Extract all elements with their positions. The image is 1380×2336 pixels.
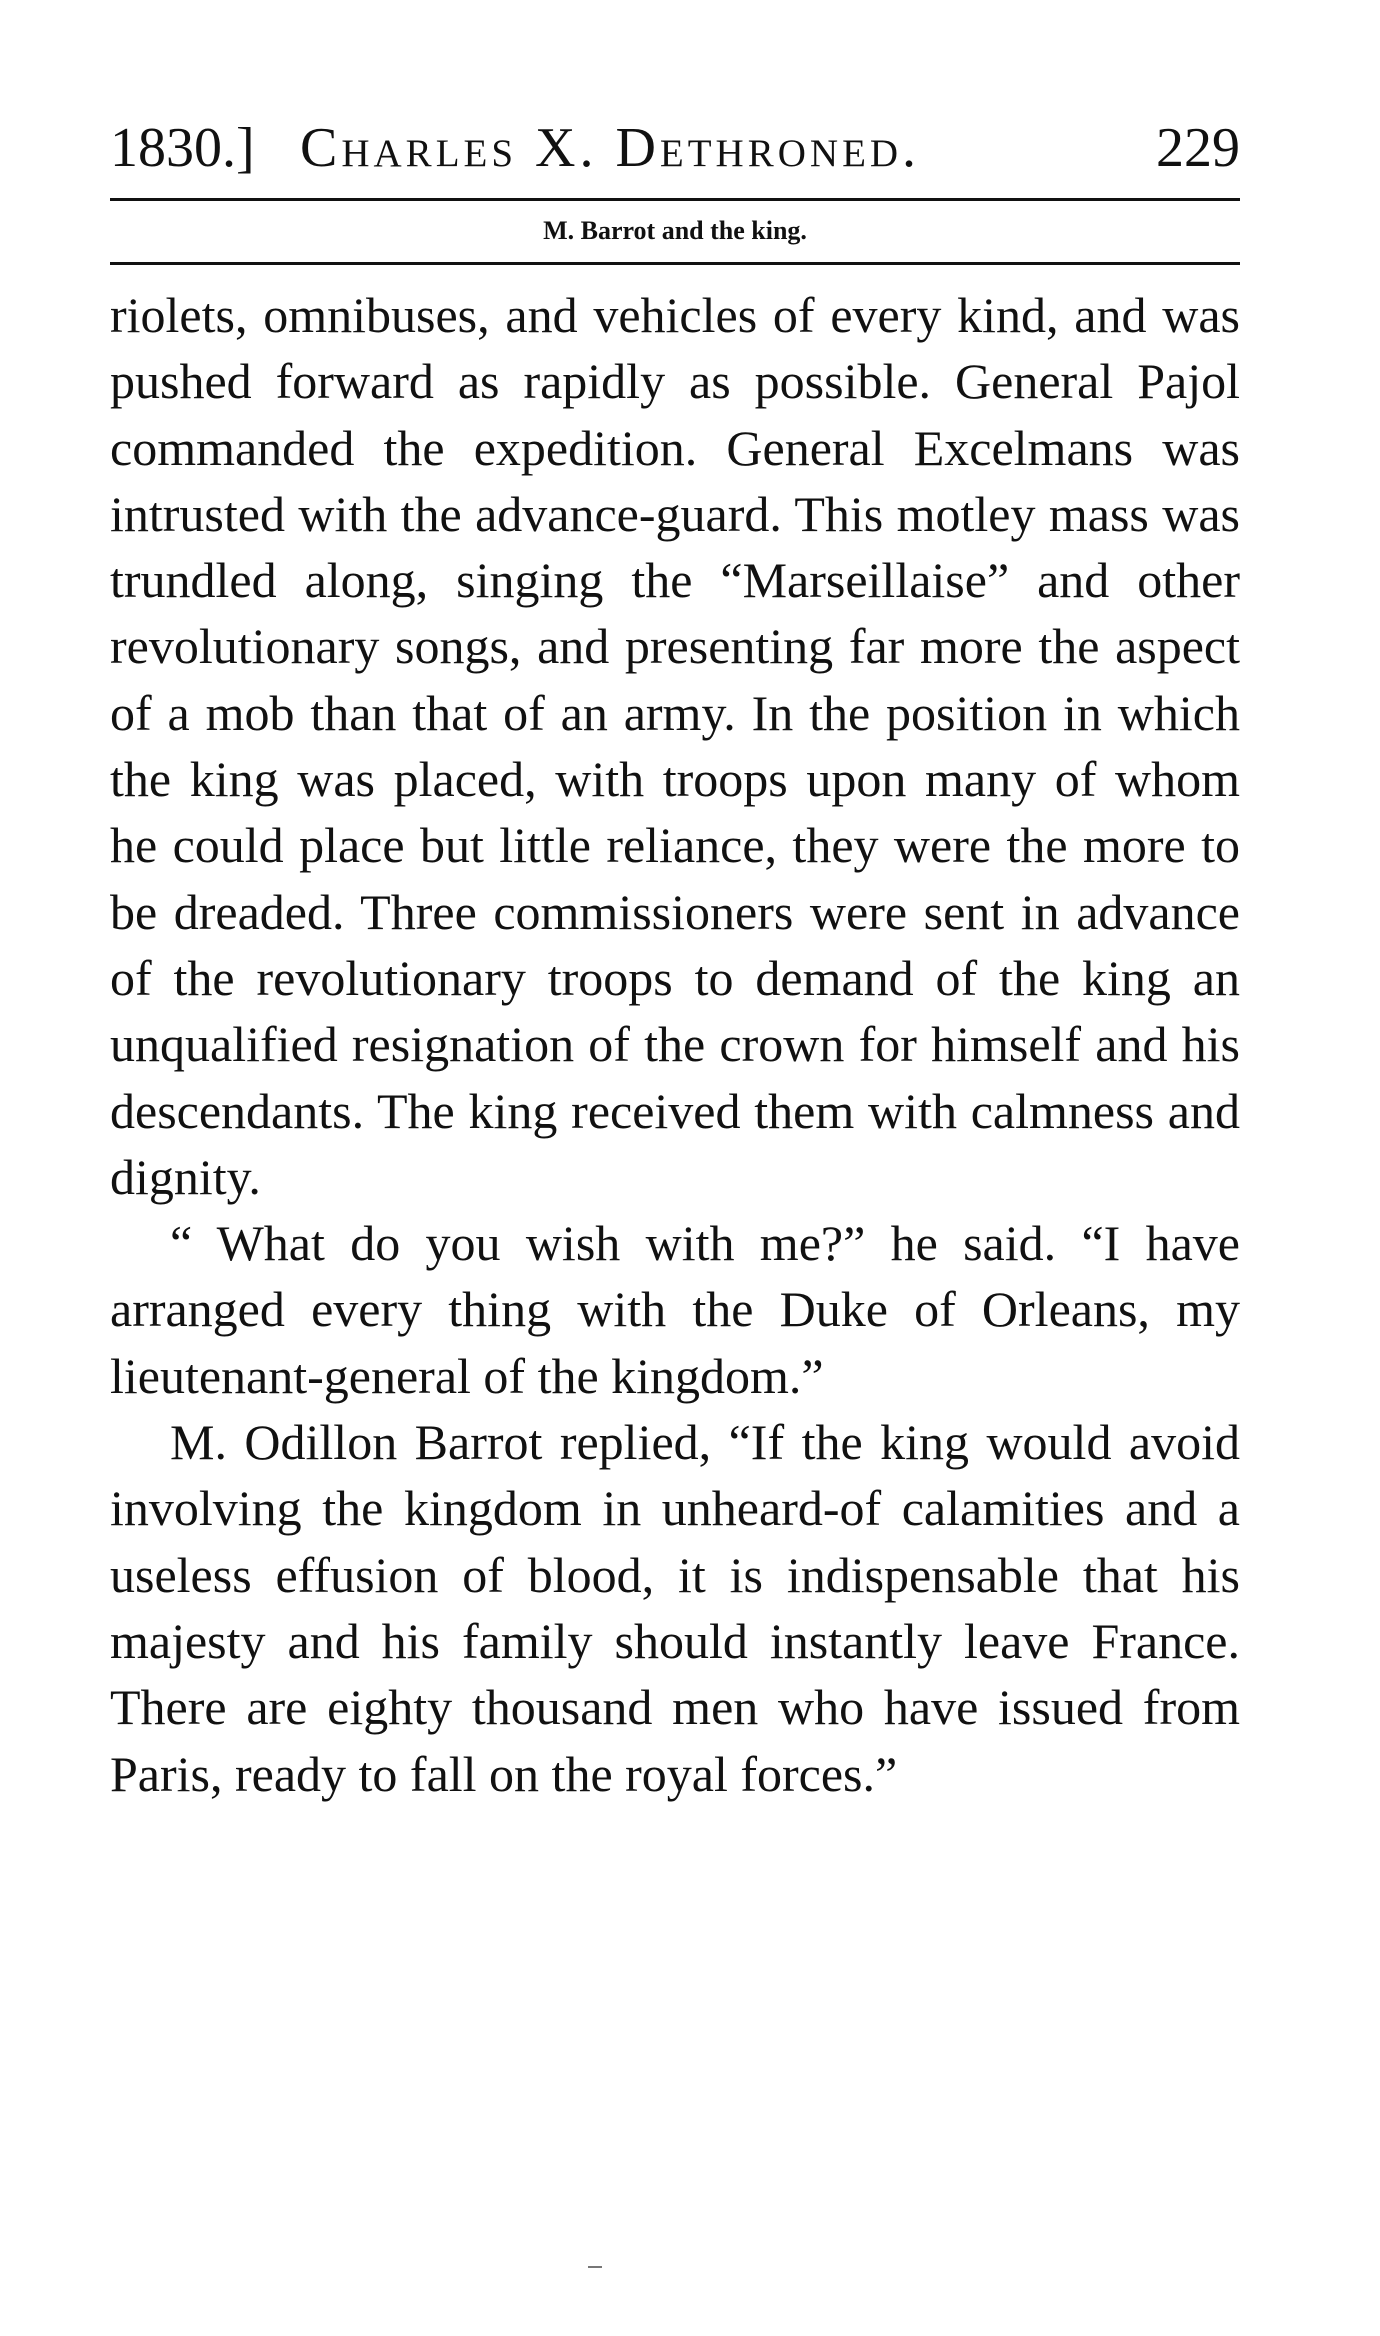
section-subheading: M. Barrot and the king. [543,216,807,245]
running-head [110,108,1240,188]
running-head-title: Charles X. Dethroned. [300,117,921,179]
paragraph-barrot-reply: M. Odillon Barrot replied, “If the king would avoid involving the kingdom in unheard-of calamities and a useless effusion of blood, it is indispensable that his majesty and his family should instantly leave France. There are eighty thousand men who have issued from Paris, ready to fall on the royal forces.” [110,1414,1240,1802]
paragraph-king-speech: “ What do you wish with me?” he said. “I have arranged every thing with the Duke of Orleans, my lieutenant-general of the kingdom.” [110,1215,1240,1404]
header-rule-bottom [110,262,1240,265]
header-rule-top [110,198,1240,201]
body-text [110,282,1240,1807]
page-number: 229 [1156,117,1240,179]
footer-mark [588,2266,602,2268]
paragraph-continuation: riolets, omnibuses, and vehicles of every kind, and was pushed forward as rapidly as possible. General Pajol commanded the expedition. General Excelmans was intrusted with the advance-guard. This motley mass was trundled along, singing the “Marseillaise” and other revolutionary songs, and presenting far more the aspect of a mob than that of an army. In the position in which the king was placed, with troops upon many of whom he could place but little reliance, they were the more to be dreaded. Three commissioners were sent in advance of the revolutionary troops to demand of the king an unqualified resignation of the crown for himself and his descendants. The king received them with calmness and dignity. [110,287,1240,1205]
running-head-year: 1830.] [110,117,255,179]
